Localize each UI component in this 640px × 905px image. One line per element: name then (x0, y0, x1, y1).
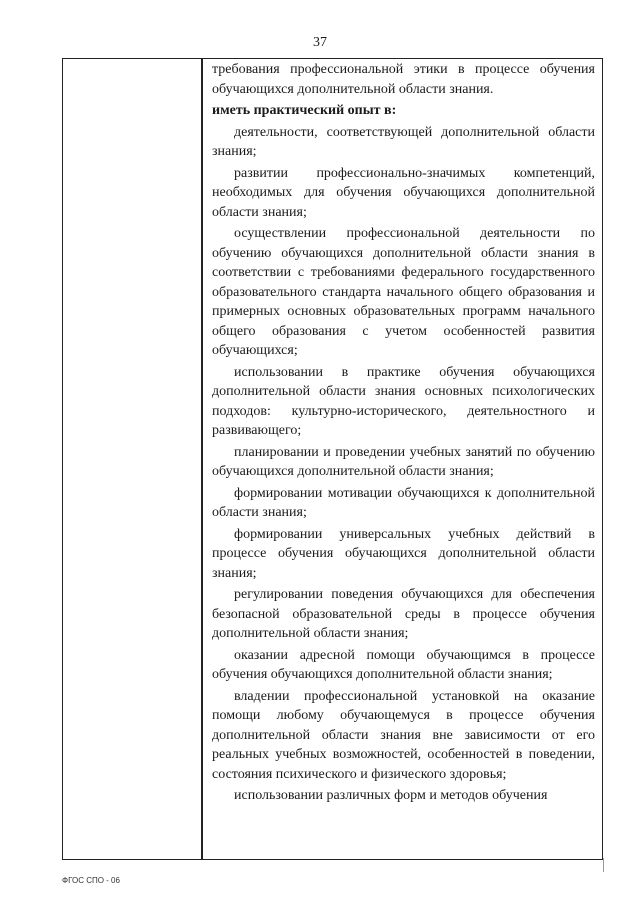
page-number: 37 (313, 35, 327, 50)
list-item: регулировании поведения обучающихся для обеспечения безопасной образовательной среды в процессе обучения дополнительной области знания; (212, 587, 595, 641)
list-item: владении профессиональной установкой на оказание помощи любому обучающемуся в процессе обучения дополнительной области знания вне зависимости от его реальных учебных возможностей, особенностей в поведении, состояния психического и физического здоровья; (212, 688, 595, 782)
list-item: использовании различных форм и методов обучения (234, 788, 548, 803)
table-column-1 (63, 59, 202, 859)
list-item: деятельности, соответствующей дополнительной области знания; (212, 124, 595, 159)
lead-text: требования профессиональной этики в процессе обучения обучающихся дополнительной области знания. (212, 62, 595, 97)
list-item: планировании и проведении учебных занятий по обучению обучающихся дополнительной области знания; (212, 444, 595, 479)
section-heading: иметь практический опыт в: (212, 103, 397, 118)
document-table (62, 58, 603, 860)
footer-code: ФГОС СПО - 06 (62, 876, 120, 885)
scan-mark (603, 858, 604, 872)
list-item: осуществлении профессиональной деятельности по обучению обучающихся дополнительной области знания в соответствии с требованиями федерального государственного образовательного стандарта начального общего образования и примерных основных образовательных программ начального общего образования с учетом особенностей развития обучающихся; (212, 226, 595, 358)
list-item: формировании мотивации обучающихся к дополнительной области знания; (212, 485, 595, 520)
table-column-content (212, 60, 595, 808)
list-item: использовании в практике обучения обучающихся дополнительной области знания основных психологических подходов: культурно-исторического, деятельностного и развивающего; (212, 364, 595, 438)
table-column-2 (202, 59, 203, 859)
list-item: формировании универсальных учебных действий в процессе обучения обучающихся дополнительной области знания; (212, 526, 595, 581)
list-item: развитии профессионально-значимых компетенций, необходимых для обучения обучающихся дополнительной области знания; (212, 165, 595, 220)
list-item: оказании адресной помощи обучающимся в процессе обучения обучающихся дополнительной области знания; (212, 647, 595, 682)
